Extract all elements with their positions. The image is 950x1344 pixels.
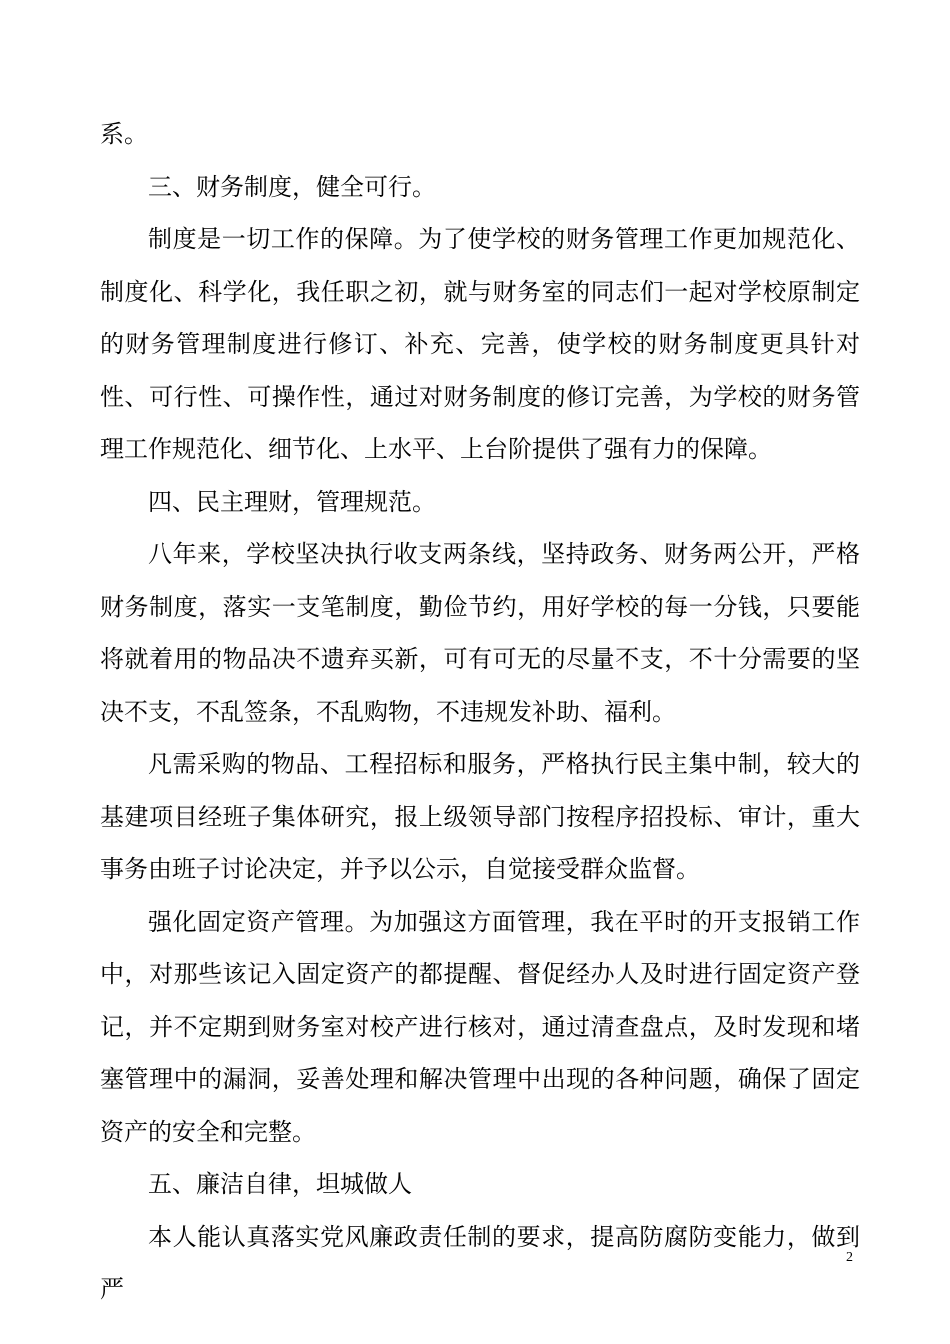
paragraph: 八年来，学校坚决执行收支两条线，坚持政务、财务两公开，严格财务制度，落实一支笔制度，勤俭节约，用好学校的每一分钱，只要能将就着用的物品决不遗弃买新，可有可无的尽量不支，不十分需要的坚决不支，不乱签条，不乱购物，不违规发补助、福利。 xyxy=(100,540,860,726)
paragraph: 强化固定资产管理。为加强这方面管理，我在平时的开支报销工作中，对那些该记入固定资产的都提醒、督促经办人及时进行固定资产登记，并不定期到财务室对校产进行核对，通过清查盘点，及时发现和堵塞管理中的漏洞，妥善处理和解决管理中出现的各种问题，确保了固定资产的安全和完整。 xyxy=(100,907,860,1146)
page-number: 2 xyxy=(846,1250,853,1265)
paragraph-continuation: 系。 xyxy=(100,120,148,148)
section-heading-3: 三、财务制度，健全可行。 xyxy=(148,172,436,201)
document-body xyxy=(100,108,860,1316)
paragraph: 凡需采购的物品、工程招标和服务，严格执行民主集中制，较大的基建项目经班子集体研究，报上级领导部门按程序招投标、审计，重大事务由班子讨论决定，并予以公示，自觉接受群众监督。 xyxy=(100,750,860,883)
paragraph: 本人能认真落实党风廉政责任制的要求，提高防腐防变能力，做到严 xyxy=(100,1222,860,1303)
section-heading-5: 五、廉洁自律，坦城做人 xyxy=(148,1170,412,1198)
paragraph: 制度是一切工作的保障。为了使学校的财务管理工作更加规范化、制度化、科学化，我任职之初，就与财务室的同志们一起对学校原制定的财务管理制度进行修订、补充、完善，使学校的财务制度更具针对性、可行性、可操作性，通过对财务制度的修订完善，为学校的财务管理工作规范化、细节化、上水平、上台阶提供了强有力的保障。 xyxy=(100,225,860,463)
section-heading-4: 四、民主理财，管理规范。 xyxy=(148,487,436,516)
